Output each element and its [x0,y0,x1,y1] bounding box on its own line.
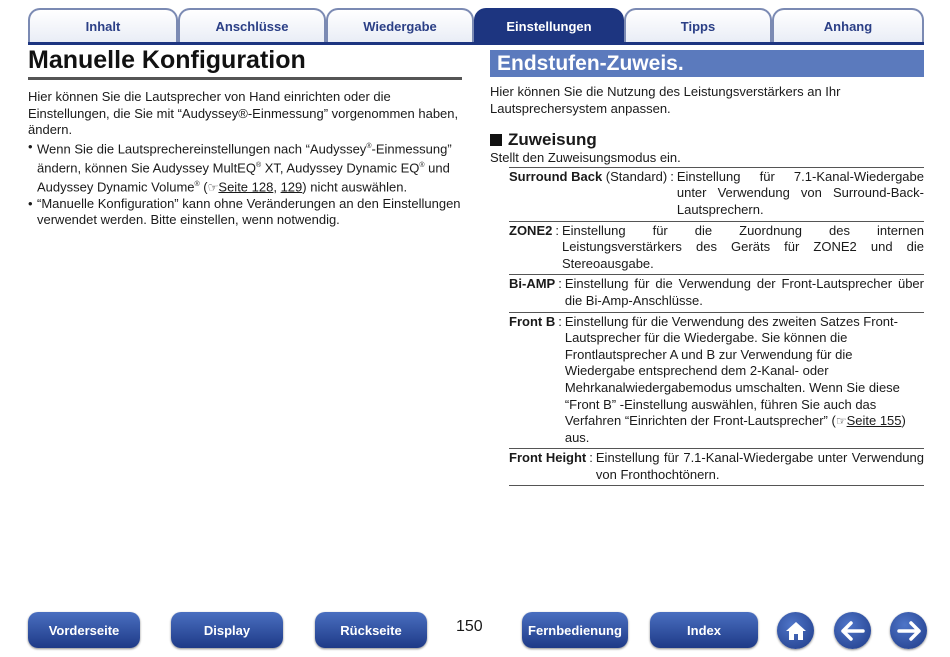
arrow-right-icon [897,621,921,641]
home-icon [784,620,808,642]
tab-anhang[interactable]: Anhang [772,8,924,42]
arrow-left-icon [841,621,865,641]
note-item: • Wenn Sie die Lautsprechereinstellungen nach “Audyssey®-Einmessung” ändern, können Sie Audyssey MultEQ® XT, Audyssey Dynamic EQ® und Audyssey Dynamic Volume® (☞Seite 128, 129) nicht auswählen. [28,139,462,196]
top-tab-bar [28,8,924,44]
section-intro: Hier können Sie die Nutzung des Leistungsverstärkers an Ihr Lautsprechersystem anpassen. [490,84,841,116]
page-129-link[interactable]: 129 [280,178,303,194]
page-number: 150 [456,618,483,635]
index-button[interactable]: Index [650,612,758,648]
tab-tipps[interactable]: Tipps [624,8,772,42]
page-128-link[interactable]: Seite 128 [218,178,274,194]
option-row-surround-back: Surround Back (Standard) : Einstellung für 7.1-Kanal-Wiedergabe unter Verwendung von Surround-Back-Lautsprechern. [509,168,924,222]
reference-icon: ☞ [835,414,847,429]
tab-anschluesse[interactable]: Anschlüsse [178,8,326,42]
option-row-zone2: ZONE2 : Einstellung für die Zuordnung des internen Leistungsverstärkers des Geräts für ZONE2 und die Stereoausgabe. [509,222,924,276]
square-bullet-icon [490,134,502,146]
page-155-link[interactable]: Seite 155 [846,413,902,429]
option-row-front-height: Front Height : Einstellung für 7.1-Kanal-Wiedergabe unter Verwendung von Fronthochtönern. [509,449,924,486]
left-column [28,45,462,229]
display-button[interactable]: Display [171,612,283,648]
intro-paragraph: Hier können Sie die Lautsprecher von Hand einrichten oder die Einstellungen, die Sie mit “Audyssey®-Einmessung” vorgenommen haben, ändern. [28,89,459,138]
tab-einstellungen[interactable]: Einstellungen [474,8,624,42]
page-title: Manuelle Konfiguration [28,45,462,80]
forward-button[interactable] [890,612,927,649]
subsection-description: Stellt den Zuweisungsmodus ein. [490,150,681,166]
option-row-front-b: Front B : Einstellung für die Verwendung des zweiten Satzes Front-Lautsprecher für die Wiedergabe. Sie können die Frontlautsprecher A und B zur Verwendung für die Wiedergabe entsprechend dem 2-Kanal- oder Mehrkanalwiedergabemodus umschalten. Wenn Sie diese “Front B” -Einstellung auswählen, führen Sie auch das Verfahren “Einrichten der Front-Lautsprecher” (☞Seite 155) aus. [509,313,924,450]
tab-wiedergabe[interactable]: Wiedergabe [326,8,474,42]
home-button[interactable] [777,612,814,649]
tab-inhalt[interactable]: Inhalt [28,8,178,42]
option-table [509,167,924,487]
option-row-bi-amp: Bi-AMP : Einstellung für die Verwendung der Front-Lautsprecher über die Bi-Amp-Anschlüsse. [509,275,924,312]
right-column [490,50,924,486]
vorderseite-button[interactable]: Vorderseite [28,612,140,648]
note-item: • “Manuelle Konfiguration” kann ohne Veränderungen an den Einstellungen verwendet werden. Bitte einstellen, wenn notwendig. [28,196,462,229]
section-title: Endstufen-Zuweis. [490,50,924,77]
fernbedienung-button[interactable]: Fernbedienung [522,612,628,648]
subsection-title: Zuweisung [490,130,924,150]
back-button[interactable] [834,612,871,649]
reference-icon: ☞ [207,179,219,194]
note-list [28,139,462,229]
rueckseite-button[interactable]: Rückseite [315,612,427,648]
